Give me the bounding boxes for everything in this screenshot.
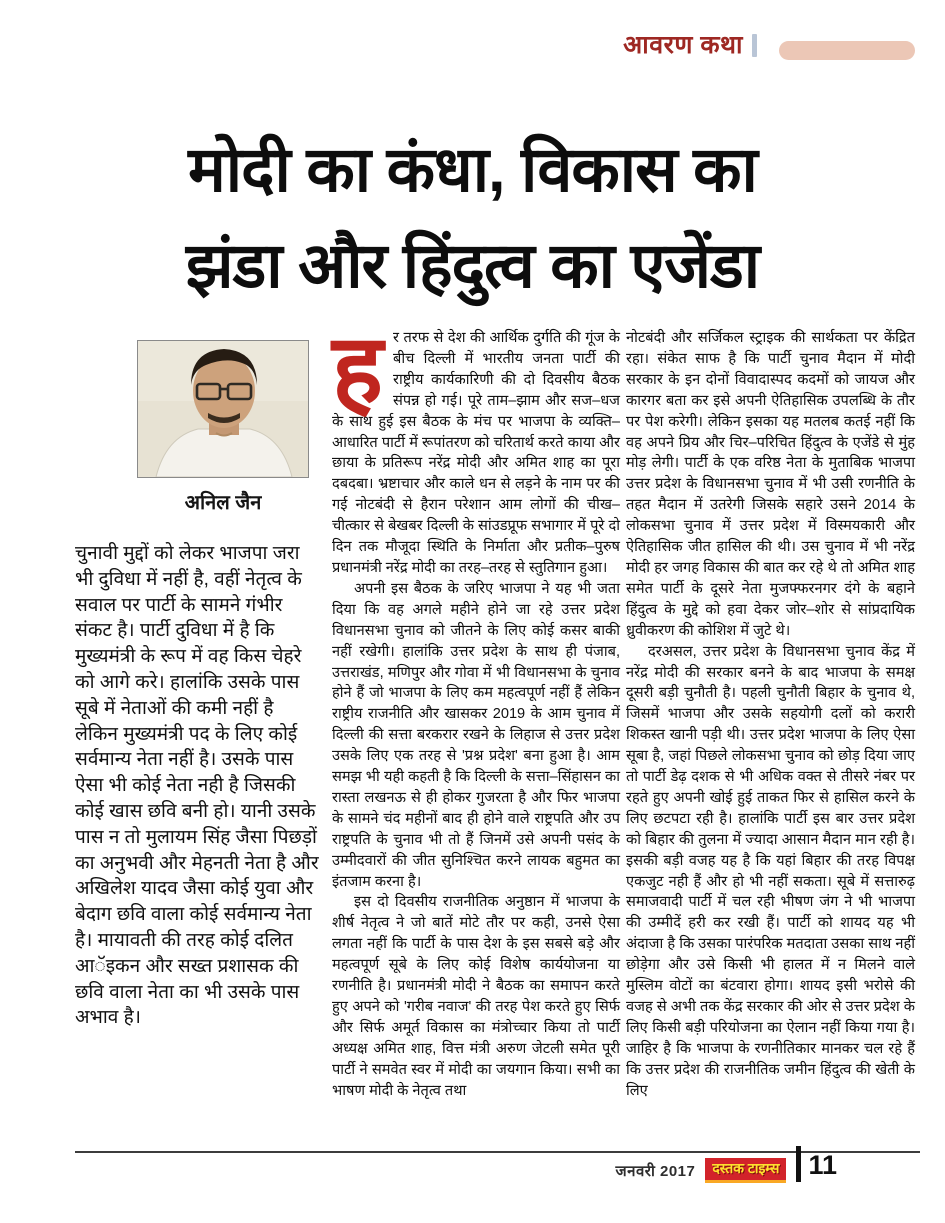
column-right bbox=[626, 328, 915, 1102]
paragraph: इस दो दिवसीय राजनीतिक अनुष्ठान में भाजपा के शीर्ष नेतृत्व ने जो बातें मोटे तौर पर कही, उनसे ऐसा लगता नहीं कि पार्टी के पास देश के इस सबसे बड़े और महत्वपूर्ण सूबे के लिए कोई विशेष कार्ययोजना या रणनीति है। प्रधानमंत्री मोदी ने बैठक का समापन करते हुए अपने को 'गरीब नवाज' की तरह पेश करते हुए सिर्फ और सिर्फ अमूर्त विकास का मंत्रोच्चार किया तो पार्टी अध्यक्ष अमित शाह, वित्त मंत्री अरुण जेटली समेत पूरी पार्टी ने समवेत स्वर में मोदी का जयगान किया। सभी का भाषण मोदी के नेतृत्व तथा bbox=[332, 894, 620, 1099]
footer bbox=[615, 1150, 837, 1183]
kicker-row bbox=[623, 30, 915, 60]
column-left bbox=[75, 340, 321, 1031]
article-headline bbox=[40, 122, 905, 314]
author-figure bbox=[137, 340, 309, 515]
column-middle bbox=[332, 316, 620, 1102]
headline-line-1: मोदी का कंधा, विकास का bbox=[188, 135, 757, 206]
magazine-logo: दस्तक टाइम्स bbox=[705, 1158, 786, 1183]
author-photo bbox=[137, 340, 309, 478]
paragraph-text: र तरफ से देश की आर्थिक दुर्गति की गूंज के बीच दिल्ली में भारतीय जनता पार्टी की राष्ट्रीय कार्यकारिणी की दो दिवसीय बैठक संपन्न हो गई। पूरे ताम–झाम और सज–धज के साथ हुई इस बैठक के मंच पर भाजपा के व्यक्ति–आधारित पार्टी में रूपांतरण को चरितार्थ करते काया और छाया के प्रतिरूप नरेंद्र मोदी और अमित शाह का पूरा दबदबा। भ्रष्टाचार और काले धन से लड़ने के नाम पर की गई नोटबंदी से हैरान परेशान आम लोगों की चीख–चीत्कार से बेखबर दिल्ली के सांउडप्रूफ सभागार में पूरे दो दिन तक मौजूदा स्थिति के निर्माता और प्रतीक–पुरुष प्रधानमंत्री नरेंद्र मोदी का तरह–तरह से स्तुतिगान हुआ। bbox=[332, 330, 620, 576]
page-number-bar bbox=[796, 1146, 801, 1182]
issue-date: जनवरी 2017 bbox=[615, 1162, 696, 1180]
headline-line-2: झंडा और हिंदुत्व का एजेंडा bbox=[185, 231, 760, 302]
author-name: अनिल जैन bbox=[184, 492, 262, 514]
kicker-pill-decoration bbox=[779, 41, 915, 60]
kicker-divider-bar bbox=[752, 34, 757, 57]
drop-cap: ह bbox=[332, 316, 383, 423]
paragraph: अपनी इस बैठक के जरिए भाजपा ने यह भी जता दिया कि वह अगले महीने होने जा रहे उत्तर प्रदेश विधानसभा चुनाव को जीतने के लिए कोई कसर बाकी नहीं रखेगी। हालांकि उत्तर प्रदेश के साथ ही पंजाब, उत्तराखंड, मणिपुर और गोवा में भी विधानसभा के चुनाव होने हैं जो भाजपा के लिए कम महत्वपूर्ण नहीं हैं लेकिन राष्ट्रीय राजनीति और खासकर 2019 के आम चुनाव में दिल्ली की सत्ता बरकरार रखने के लिहाज से उत्तर प्रदेश उसके लिए एक तरह से 'प्रश्न प्रदेश' बना हुआ है। आम समझ भी यही कहती है कि दिल्ली के सत्ता–सिंहासन का रास्ता लखनऊ से ही होकर गुजरता है और फिर भाजपा के सामने चंद महीनों बाद ही होने वाले राष्ट्रपति और उप राष्ट्रपति के चुनाव भी तो हैं जिनमें उसे अपनी पसंद के उम्मीदवारों की जीत सुनिश्चित करने लायक बहुमत का इंतजाम करना है। bbox=[332, 580, 620, 890]
footer-rule bbox=[75, 1151, 920, 1153]
section-kicker: आवरण कथा bbox=[623, 31, 743, 59]
paragraph bbox=[332, 316, 620, 579]
paragraph: नोटबंदी और सर्जिकल स्ट्राइक की सार्थकता पर केंद्रित रहा। संकेत साफ है कि पार्टी चुनाव मैदान में मोदी सरकार के इन दोनों विवादास्पद कदमों को जायज और कारगर बता कर इसे अपनी ऐतिहासिक उपलब्धि के तौर पर पेश करेगी। लेकिन इसका यह मतलब कतई नहीं कि वह अपने प्रिय और चिर–परिचित हिंदुत्व के एजेंडे से मुंह मोड़ लेगी। पार्टी के एक वरिष्ठ नेता के मुताबिक भाजपा उत्तर प्रदेश के विधानसभा चुनाव में भी उसी रणनीति के तहत मैदान में उतरेगी जिसके सहारे उसने 2014 के लोकसभा चुनाव में उत्तर प्रदेश में विस्मयकारी और ऐतिहासिक जीत हासिल की थी। उस चुनाव में भी नरेंद्र मोदी हर जगह विकास की बात कर रहे थे तो अमित शाह समेत पार्टी के दूसरे नेता मुजफ्फरनगर दंगे के बहाने हिंदुत्व के मुद्दे को हवा देकर जोर–शोर से सांप्रदायिक ध्रुवीकरण की कोशिश में जुटे थे। bbox=[626, 330, 915, 639]
intro-paragraph: चुनावी मुद्दों को लेकर भाजपा जरा भी दुविधा में नहीं है, वहीं नेतृत्व के सवाल पर पार्टी के सामने गंभीर संकट है। पार्टी दुविधा में है कि मुख्यमंत्री के रूप में वह किस चेहरे को आगे करे। हालांकि उसके पास सूबे में नेताओं की कमी नहीं है लेकिन मुख्यमंत्री पद के लिए कोई सर्वमान्य नेता नहीं है। उसके पास ऐसा भी कोई नेता नही है जिसकी कोई खास छवि बनी हो। यानी उसके पास न तो मुलायम सिंह जैसा पिछड़ों का अनुभवी और मेहनती नेता है और अखिलेश यादव जैसा कोई युवा और बेदाग छवि वाला कोई सर्वमान्य नेता है। मायावती की तरह कोई दलित आॅइकन और सख्त प्रशासक की छवि वाला नेता का भी उसके पास अभाव है। bbox=[75, 543, 319, 1029]
paragraph: दरअसल, उत्तर प्रदेश के विधानसभा चुनाव केंद्र में नरेंद्र मोदी की सरकार बनने के बाद भाजपा के समक्ष दूसरी बड़ी चुनौती है। पहली चुनौती बिहार के चुनाव थे, जिसमें भाजपा और उसके सहयोगी दलों को करारी शिकस्त खानी पड़ी थी। उत्तर प्रदेश भाजपा के लिए ऐसा सूबा है, जहां पिछले लोकसभा चुनाव को छोड़ दिया जाए तो पार्टी डेढ़ दशक से भी अधिक वक्त से तीसरे नंबर पर रहते हुए अपनी खोई हुई ताकत फिर से हासिल करने के लिए छटपटा रही है। हालांकि पार्टी इस बार उत्तर प्रदेश को बिहार की तुलना में ज्यादा आसान मैदान मान रही है। इसकी बड़ी वजह यह है कि यहां बिहार की तरह विपक्ष एकजुट नही हैं और हो भी नहीं सकता। सूबे में सत्तारुढ़ समाजवादी पार्टी में चल रही भीषण जंग ने भी भाजपा की उम्मीदें हरी कर रखी हैं। पार्टी को शायद यह भी अंदाजा है कि उसका पारंपरिक मतदाता उसका साथ नहीं छोड़ेगा और उसे किसी भी हालत में न मिलने वाले मुस्लिम वोटों का बंटवारा होगा। शायद इसी भरोसे की वजह से अभी तक केंद्र सरकार की ओर से उत्तर प्रदेश के लिए किसी बड़ी परियोजना का ऐलान नहीं किया गया है। जाहिर है कि भाजपा के रणनीतिकार मानकर चल रहे हैं कि उत्तर प्रदेश की राजनीतिक जमीन हिंदुत्व की खेती के लिए bbox=[626, 643, 915, 1099]
page-number: 11 bbox=[808, 1150, 837, 1180]
